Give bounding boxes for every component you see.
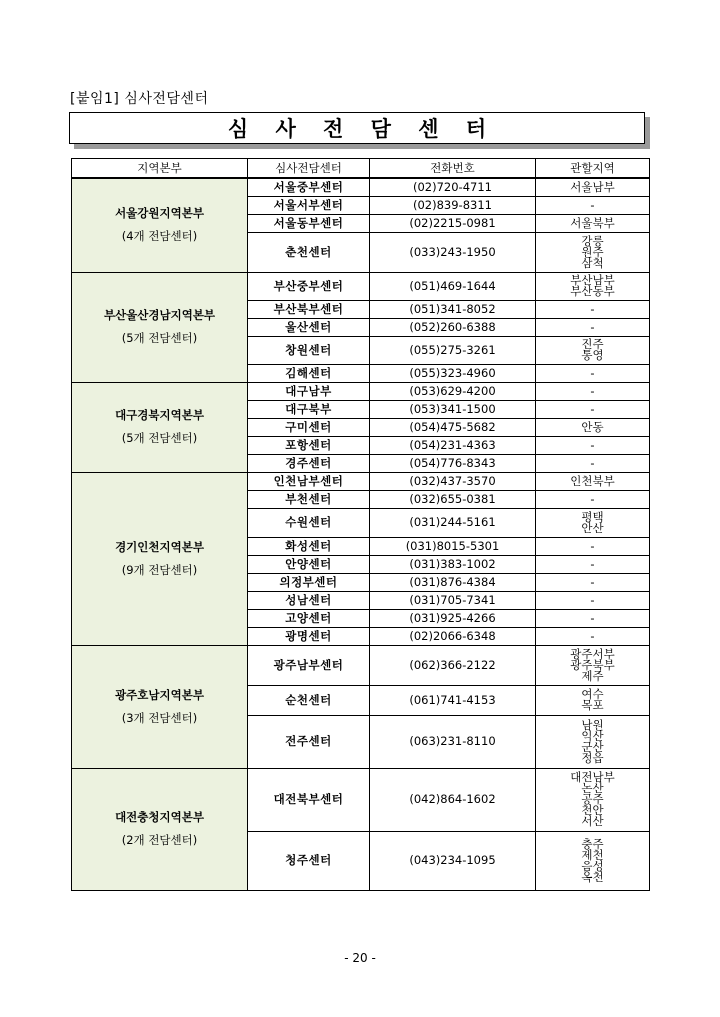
center-phone: (02)2215-0981 bbox=[370, 214, 536, 232]
center-name: 전주센터 bbox=[248, 715, 370, 768]
jurisdiction-cell bbox=[536, 645, 650, 685]
center-name: 청주센터 bbox=[248, 831, 370, 890]
jurisdiction-area: - bbox=[590, 319, 595, 334]
jurisdiction-area: - bbox=[590, 437, 595, 452]
jurisdiction-cell bbox=[536, 508, 650, 537]
jurisdiction-area: - bbox=[590, 574, 595, 589]
page-title: 심 사 전 담 센 터 bbox=[227, 117, 497, 141]
jurisdiction-cell bbox=[536, 537, 650, 555]
jurisdiction-area: 남원 bbox=[581, 717, 604, 732]
region-name: 경기인천지역본부 bbox=[115, 539, 204, 554]
jurisdiction-area: 강릉 bbox=[581, 233, 604, 248]
center-name: 경주센터 bbox=[248, 454, 370, 472]
jurisdiction-area: - bbox=[590, 197, 595, 212]
jurisdiction-cell bbox=[536, 490, 650, 508]
jurisdiction-area: 인천북부 bbox=[570, 473, 615, 488]
jurisdiction-area: 목포 bbox=[581, 698, 604, 712]
center-name: 순천센터 bbox=[248, 685, 370, 715]
region-name: 부산울산경남지역본부 bbox=[103, 308, 216, 322]
jurisdiction-cell bbox=[536, 232, 650, 272]
header-areas: 관할지역 bbox=[536, 159, 650, 179]
jurisdiction-cell bbox=[536, 364, 650, 382]
center-phone: (054)776-8343 bbox=[370, 454, 536, 472]
center-name: 대구남부 bbox=[248, 382, 370, 400]
jurisdiction-cell bbox=[536, 336, 650, 364]
region-cell bbox=[72, 472, 248, 645]
center-phone: (031)925-4266 bbox=[370, 609, 536, 627]
header-phone: 전화번호 bbox=[370, 159, 536, 179]
center-name: 의정부센터 bbox=[248, 573, 370, 591]
jurisdiction-area: 익산 bbox=[581, 728, 604, 743]
jurisdiction-area: 부산동부 bbox=[570, 284, 615, 298]
center-phone: (052)260-6388 bbox=[370, 318, 536, 336]
jurisdiction-area: 통영 bbox=[581, 348, 604, 362]
jurisdiction-area: 안동 bbox=[581, 419, 604, 434]
center-phone: (055)275-3261 bbox=[370, 336, 536, 364]
table-row bbox=[72, 382, 650, 400]
attachment-label: [붙임1] 심사전담센터 bbox=[70, 91, 209, 107]
jurisdiction-cell bbox=[536, 627, 650, 645]
table-row bbox=[72, 768, 650, 831]
jurisdiction-area: 부산남부 bbox=[570, 273, 615, 287]
center-phone: (054)475-5682 bbox=[370, 418, 536, 436]
center-phone: (02)2066-6348 bbox=[370, 627, 536, 645]
center-phone: (031)876-4384 bbox=[370, 573, 536, 591]
center-phone: (031)244-5161 bbox=[370, 508, 536, 537]
jurisdiction-area: 광주서부 bbox=[570, 646, 615, 661]
jurisdiction-area: 안산 bbox=[581, 520, 604, 535]
title-box bbox=[69, 112, 645, 144]
header-center: 심사전담센터 bbox=[248, 159, 370, 179]
jurisdiction-area: - bbox=[590, 455, 595, 470]
jurisdiction-cell bbox=[536, 400, 650, 418]
header-region: 지역본부 bbox=[72, 159, 248, 179]
jurisdiction-cell bbox=[536, 831, 650, 890]
table-header-row bbox=[72, 159, 650, 179]
center-name: 포항센터 bbox=[248, 436, 370, 454]
center-phone: (061)741-4153 bbox=[370, 685, 536, 715]
region-cell bbox=[72, 272, 248, 382]
page-number: - 20 - bbox=[344, 951, 376, 965]
region-center-count: (9개 전담센터) bbox=[121, 562, 198, 577]
jurisdiction-area: 삼척 bbox=[581, 255, 604, 270]
jurisdiction-area: 음성 bbox=[581, 858, 604, 873]
center-phone: (042)864-1602 bbox=[370, 768, 536, 831]
jurisdiction-cell bbox=[536, 436, 650, 454]
jurisdiction-cell bbox=[536, 318, 650, 336]
jurisdiction-area: 충주 bbox=[581, 836, 604, 851]
center-phone: (033)243-1950 bbox=[370, 232, 536, 272]
center-phone: (051)469-1644 bbox=[370, 272, 536, 300]
table-row bbox=[72, 178, 650, 196]
center-name: 고양센터 bbox=[248, 609, 370, 627]
center-phone: (031)383-1002 bbox=[370, 555, 536, 573]
jurisdiction-area: 서울남부 bbox=[570, 179, 615, 194]
center-name: 춘천센터 bbox=[248, 232, 370, 272]
table-row bbox=[72, 645, 650, 685]
center-phone: (043)234-1095 bbox=[370, 831, 536, 890]
center-name: 서울서부센터 bbox=[248, 196, 370, 214]
jurisdiction-area: 원주 bbox=[581, 244, 604, 259]
center-name: 구미센터 bbox=[248, 418, 370, 436]
jurisdiction-area: - bbox=[590, 628, 595, 643]
center-phone: (062)366-2122 bbox=[370, 645, 536, 685]
center-name: 인천남부센터 bbox=[248, 472, 370, 490]
jurisdiction-cell bbox=[536, 715, 650, 768]
jurisdiction-cell bbox=[536, 418, 650, 436]
center-phone: (063)231-8110 bbox=[370, 715, 536, 768]
region-center-count: (3개 전담센터) bbox=[121, 710, 198, 725]
center-name: 서울동부센터 bbox=[248, 214, 370, 232]
jurisdiction-cell bbox=[536, 214, 650, 232]
center-phone: (032)437-3570 bbox=[370, 472, 536, 490]
center-phone: (053)341-1500 bbox=[370, 400, 536, 418]
center-name: 광주남부센터 bbox=[248, 645, 370, 685]
region-name: 대구경북지역본부 bbox=[115, 408, 204, 422]
jurisdiction-area: 평택 bbox=[581, 509, 604, 524]
region-cell bbox=[72, 178, 248, 272]
jurisdiction-cell bbox=[536, 768, 650, 831]
center-name: 부천센터 bbox=[248, 490, 370, 508]
jurisdiction-area: - bbox=[590, 301, 595, 316]
jurisdiction-area: 옥천 bbox=[581, 869, 604, 884]
jurisdiction-area: - bbox=[590, 491, 595, 506]
jurisdiction-area: - bbox=[590, 538, 595, 553]
center-phone: (054)231-4363 bbox=[370, 436, 536, 454]
center-name: 대전북부센터 bbox=[248, 768, 370, 831]
center-name: 대구북부 bbox=[248, 400, 370, 418]
region-name: 대전충청지역본부 bbox=[115, 810, 204, 824]
jurisdiction-area: - bbox=[590, 556, 595, 571]
jurisdiction-area: 군산 bbox=[581, 739, 604, 754]
center-phone: (053)629-4200 bbox=[370, 382, 536, 400]
jurisdiction-cell bbox=[536, 196, 650, 214]
region-cell bbox=[72, 382, 248, 472]
center-name: 울산센터 bbox=[248, 318, 370, 336]
table-row bbox=[72, 472, 650, 490]
jurisdiction-cell bbox=[536, 609, 650, 627]
center-phone: (032)655-0381 bbox=[370, 490, 536, 508]
jurisdiction-area: - bbox=[590, 610, 595, 625]
center-phone: (02)720-4711 bbox=[370, 178, 536, 196]
table-row bbox=[72, 272, 650, 300]
region-name: 서울강원지역본부 bbox=[115, 206, 204, 221]
jurisdiction-area: - bbox=[590, 365, 595, 380]
center-name: 성남센터 bbox=[248, 591, 370, 609]
region-center-count: (2개 전담센터) bbox=[121, 833, 198, 847]
jurisdiction-area: 공주 bbox=[581, 792, 604, 806]
center-phone: (031)705-7341 bbox=[370, 591, 536, 609]
jurisdiction-area: 대전남부 bbox=[570, 770, 615, 784]
region-cell bbox=[72, 645, 248, 768]
jurisdiction-area: 논산 bbox=[581, 781, 604, 795]
center-name: 광명센터 bbox=[248, 627, 370, 645]
center-phone: (031)8015-5301 bbox=[370, 537, 536, 555]
jurisdiction-area: 천안 bbox=[581, 803, 604, 817]
jurisdiction-cell bbox=[536, 178, 650, 196]
center-phone: (051)341-8052 bbox=[370, 300, 536, 318]
center-name: 창원센터 bbox=[248, 336, 370, 364]
jurisdiction-cell bbox=[536, 300, 650, 318]
jurisdiction-area: 정읍 bbox=[581, 750, 604, 765]
center-name: 부산북부센터 bbox=[248, 300, 370, 318]
centers-table bbox=[71, 158, 650, 891]
jurisdiction-cell bbox=[536, 591, 650, 609]
jurisdiction-area: 진주 bbox=[581, 337, 604, 351]
jurisdiction-area: 제주 bbox=[581, 668, 604, 683]
center-phone: (02)839-8311 bbox=[370, 196, 536, 214]
jurisdiction-area: - bbox=[590, 401, 595, 416]
jurisdiction-area: 서울북부 bbox=[570, 215, 615, 230]
jurisdiction-cell bbox=[536, 573, 650, 591]
jurisdiction-cell bbox=[536, 555, 650, 573]
center-name: 화성센터 bbox=[248, 537, 370, 555]
center-name: 서울중부센터 bbox=[248, 178, 370, 196]
jurisdiction-cell bbox=[536, 382, 650, 400]
jurisdiction-cell bbox=[536, 454, 650, 472]
jurisdiction-cell bbox=[536, 472, 650, 490]
jurisdiction-area: - bbox=[590, 383, 595, 398]
jurisdiction-cell bbox=[536, 685, 650, 715]
jurisdiction-area: 광주북부 bbox=[570, 657, 615, 672]
jurisdiction-area: 여수 bbox=[581, 687, 604, 701]
region-name: 광주호남지역본부 bbox=[115, 687, 204, 702]
table-body bbox=[72, 178, 650, 890]
region-center-count: (4개 전담센터) bbox=[121, 229, 198, 244]
jurisdiction-area: - bbox=[590, 592, 595, 607]
jurisdiction-area: 서산 bbox=[581, 814, 604, 828]
center-phone: (055)323-4960 bbox=[370, 364, 536, 382]
center-name: 부산중부센터 bbox=[248, 272, 370, 300]
jurisdiction-area: 제천 bbox=[581, 847, 604, 862]
region-center-count: (5개 전담센터) bbox=[121, 431, 198, 445]
region-center-count: (5개 전담센터) bbox=[121, 331, 198, 345]
center-name: 수원센터 bbox=[248, 508, 370, 537]
center-name: 안양센터 bbox=[248, 555, 370, 573]
jurisdiction-cell bbox=[536, 272, 650, 300]
region-cell bbox=[72, 768, 248, 890]
center-name: 김해센터 bbox=[248, 364, 370, 382]
